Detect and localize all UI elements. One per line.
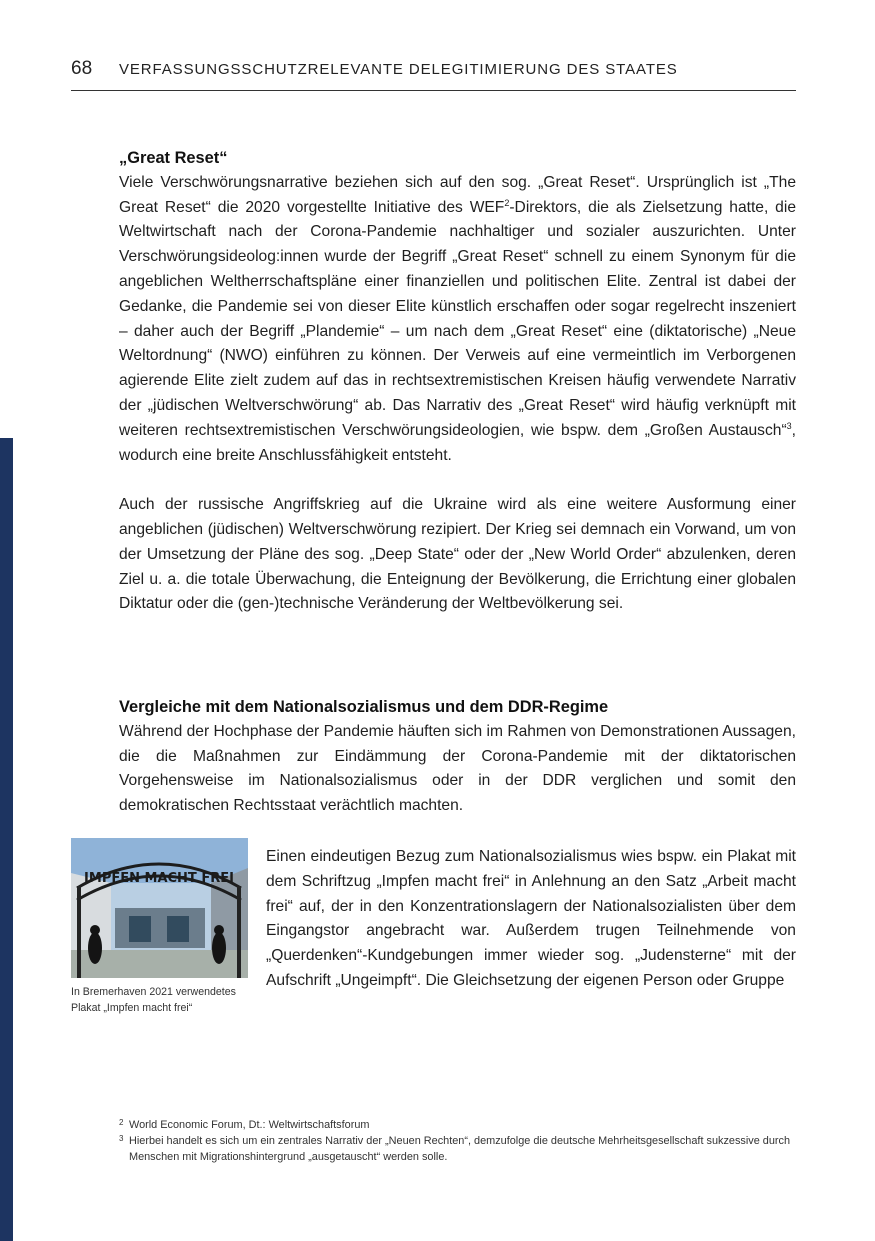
footnote-3 xyxy=(119,1133,799,1165)
paragraph-great-reset-1 xyxy=(119,171,796,469)
running-title: VERFASSUNGSSCHUTZRELEVANTE DELEGITIMIERUNG DES STAATES xyxy=(119,61,678,78)
poster-image xyxy=(71,838,248,978)
section-heading-great-reset: „Great Reset“ xyxy=(119,149,228,167)
side-accent-bar xyxy=(0,438,13,1241)
text-run: Viele Verschwörungsnarrative beziehen sich auf den sog. „Great Reset“. Ursprünglich ist „The Great Reset“ die 2020 vorgestellte Initiative des WEF xyxy=(119,173,796,216)
footnotes xyxy=(119,1117,799,1165)
footnote-mark: 2 xyxy=(119,1118,124,1127)
footnote-ref-2[interactable]: 2 xyxy=(504,197,510,208)
footnote-text: World Economic Forum, Dt.: Weltwirtschaftsforum xyxy=(129,1119,370,1131)
figure-caption: In Bremerhaven 2021 verwendetes Plakat „Impfen macht frei“ xyxy=(71,986,236,1014)
footnote-ref-3[interactable]: 3 xyxy=(786,420,792,431)
footnote-mark: 3 xyxy=(119,1134,124,1143)
page-number: 68 xyxy=(71,58,93,79)
figure-poster xyxy=(71,838,248,1016)
poster-sign-text: IMPFEN MACHT FREI xyxy=(84,871,234,886)
section-heading-ns-ddr: Vergleiche mit dem Nationalsozialismus und dem DDR-Regime xyxy=(119,698,609,716)
paragraph-ns-ddr-2: Einen eindeutigen Bezug zum Nationalsozialismus wies bspw. ein Plakat mit dem Schriftzug „Impfen macht frei“ in Anlehnung an den Satz „Arbeit macht frei“ auf, der in den Konzentrationslagern der Nationalsozialisten über dem Eingangstor angebracht war. Außerdem trugen Teilnehmende von „Querdenken“-Kundgebungen immer wieder sog. „Judensterne“ mit der Aufschrift „Ungeimpft“. Die Gleichsetzung der eigenen Person oder Gruppe xyxy=(266,848,796,989)
paragraph-great-reset-2: Auch der russische Angriffskrieg auf die Ukraine wird als eine weitere Ausformung einer angeblichen (jüdischen) Weltverschwörung rezipiert. Der Krieg sei demnach ein Vorwand, um von der Umsetzung der Pläne des sog. „Deep State“ oder der „New World Order“ abzulenken, deren Ziel u. a. die totale Überwachung, die Enteignung der Bevölkerung, die Errichtung einer globalen Diktatur oder die (gen-)technische Veränderung der Weltbevölkerung sei. xyxy=(119,496,796,613)
paragraph-ns-ddr-1: Während der Hochphase der Pandemie häuften sich im Rahmen von Demonstrationen Aussagen, die die Maßnahmen zur Eindämmung der Corona-Pandemie mit der diktatorischen Vorgehensweise im Nationalsozialismus oder in der DDR verglichen und somit den demokratischen Rechtsstaat verächtlich machten. xyxy=(119,722,796,815)
section-great-reset xyxy=(119,146,796,617)
footnote-text: Hierbei handelt es sich um ein zentrales Narrativ der „Neuen Rechten“, demzufolge die deutsche Mehrheitsgesellschaft sukzessive durch Menschen mit Migrationshintergrund „ausgetauscht“ werden solle. xyxy=(129,1135,791,1163)
text-run: -Direktors, die als Zielsetzung hatte, die Weltwirtschaft nach der Corona-Pandemie nachhaltiger und sozialer auszurichten. Unter Verschwörungsideolog:innen wurde der Begriff „Great Reset“ schnell zu einem Synonym für die angeblichen Weltherrschaftspläne einer finanziellen und politischen Elite. Zentral ist dabei der Gedanke, die Pandemie sei von dieser Elite künstlich erschaffen oder sogar regelrecht inszeniert – daher auch der Begriff „Plandemie“ – um nach dem „Great Reset“ eine (diktatorische) „Neue Weltordnung“ (NWO) einführen zu können. Der Verweis auf eine vermeintlich im Verborgenen agierende Elite zielt zudem auf das in rechtsextremistischen Kreisen häufig verwendete Narrativ der „jüdischen Weltverschwörung“ ab. Das Narrativ des „Great Reset“ wird häufig verknüpft mit weiteren rechtsextremistischen Verschwörungsideologien, wie bspw. dem „Großen Austausch“ xyxy=(119,198,796,439)
footnote-2 xyxy=(119,1117,799,1133)
wrapped-paragraph-container xyxy=(266,845,796,994)
text-run: , wodurch eine breite Anschlussfähigkeit entsteht. xyxy=(119,421,796,464)
page-header xyxy=(71,56,796,91)
section-ns-ddr xyxy=(119,695,796,819)
